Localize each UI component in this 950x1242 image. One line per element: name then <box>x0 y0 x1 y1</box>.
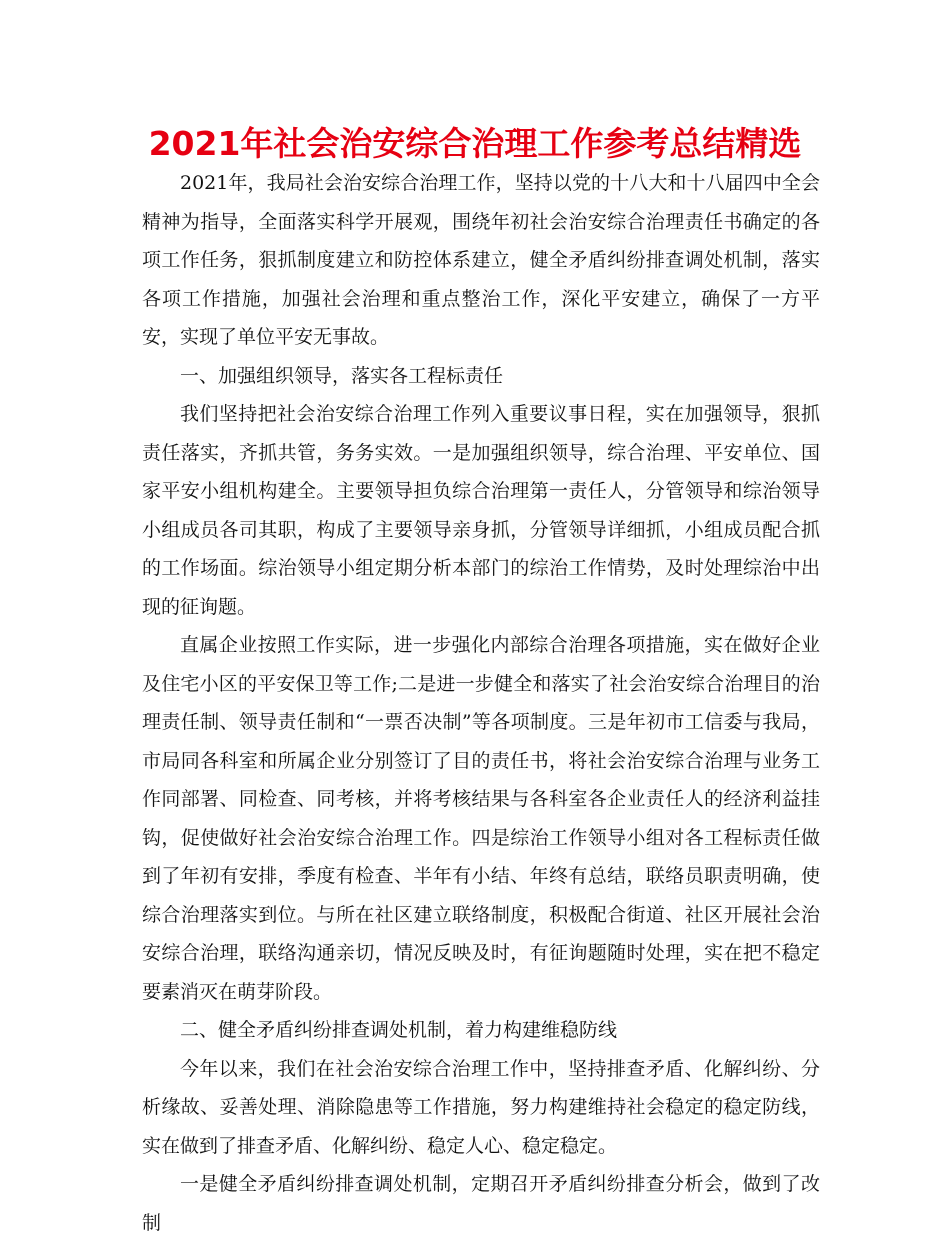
document-body <box>142 164 820 1242</box>
section-heading-2: 二、健全矛盾纠纷排查调处机制，着力构建维稳防线 <box>180 1019 618 1041</box>
paragraph-section-1b: 直属企业按照工作实际，进一步强化内部综合治理各项措施，实在做好企业及住宅小区的平安保卫等工作;二是进一步健全和落实了社会治安综合治理目的治理责任制、领导责任制和“一票否决制”等各项制度。三是年初市工信委与我局，市局同各科室和所属企业分别签订了目的责任书，将社会治安综合治理与业务工作同部署、同检查、同考核，并将考核结果与各科室各企业责任人的经济利益挂钩，促使做好社会治安综合治理工作。四是综治工作领导小组对各工程标责任做到了年初有安排，季度有检查、半年有小结、年终有总结，联络员职责明确，使综合治理落实到位。与所在社区建立联络制度，积极配合街道、社区开展社会治安综合治理，联络沟通亲切，情况反映及时，有征询题随时处理，实在把不稳定要素消灭在萌芽阶段。 <box>142 634 820 1003</box>
paragraph-intro: 2021年，我局社会治安综合治理工作，坚持以党的十八大和十八届四中全会精神为指导，全面落实科学开展观，围绕年初社会治安综合治理责任书确定的各项工作任务，狠抓制度建立和防控体系建立，健全矛盾纠纷排查调处机制，落实各项工作措施，加强社会治理和重点整治工作，深化平安建立，确保了一方平安，实现了单位平安无事故。 <box>142 172 820 348</box>
section-heading-1: 一、加强组织领导，落实各工程标责任 <box>180 364 504 387</box>
document-title: 2021年社会治安综合治理工作参考总结精选 <box>148 124 802 163</box>
paragraph-section-1a: 我们坚持把社会治安综合治理工作列入重要议事日程，实在加强领导，狠抓责任落实，齐抓共管，务务实效。一是加强组织领导，综合治理、平安单位、国家平安小组机构建全。主要领导担负综合治理第一责任人，分管领导和综治领导小组成员各司其职，构成了主要领导亲身抓，分管领导详细抓，小组成员配合抓的工作场面。综治领导小组定期分析本部门的综治工作情势，及时处理综治中出现的征询题。 <box>142 403 820 618</box>
paragraph-section-2a: 今年以来，我们在社会治安综合治理工作中，坚持排查矛盾、化解纠纷、分析缘故、妥善处理、消除隐患等工作措施，努力构建维持社会稳定的稳定防线，实在做到了排查矛盾、化解纠纷、稳定人心、稳定稳定。 <box>142 1057 820 1157</box>
paragraph-section-2b: 一是健全矛盾纠纷排查调处机制，定期召开矛盾纠纷排查分析会，做到了改制 <box>142 1173 820 1234</box>
